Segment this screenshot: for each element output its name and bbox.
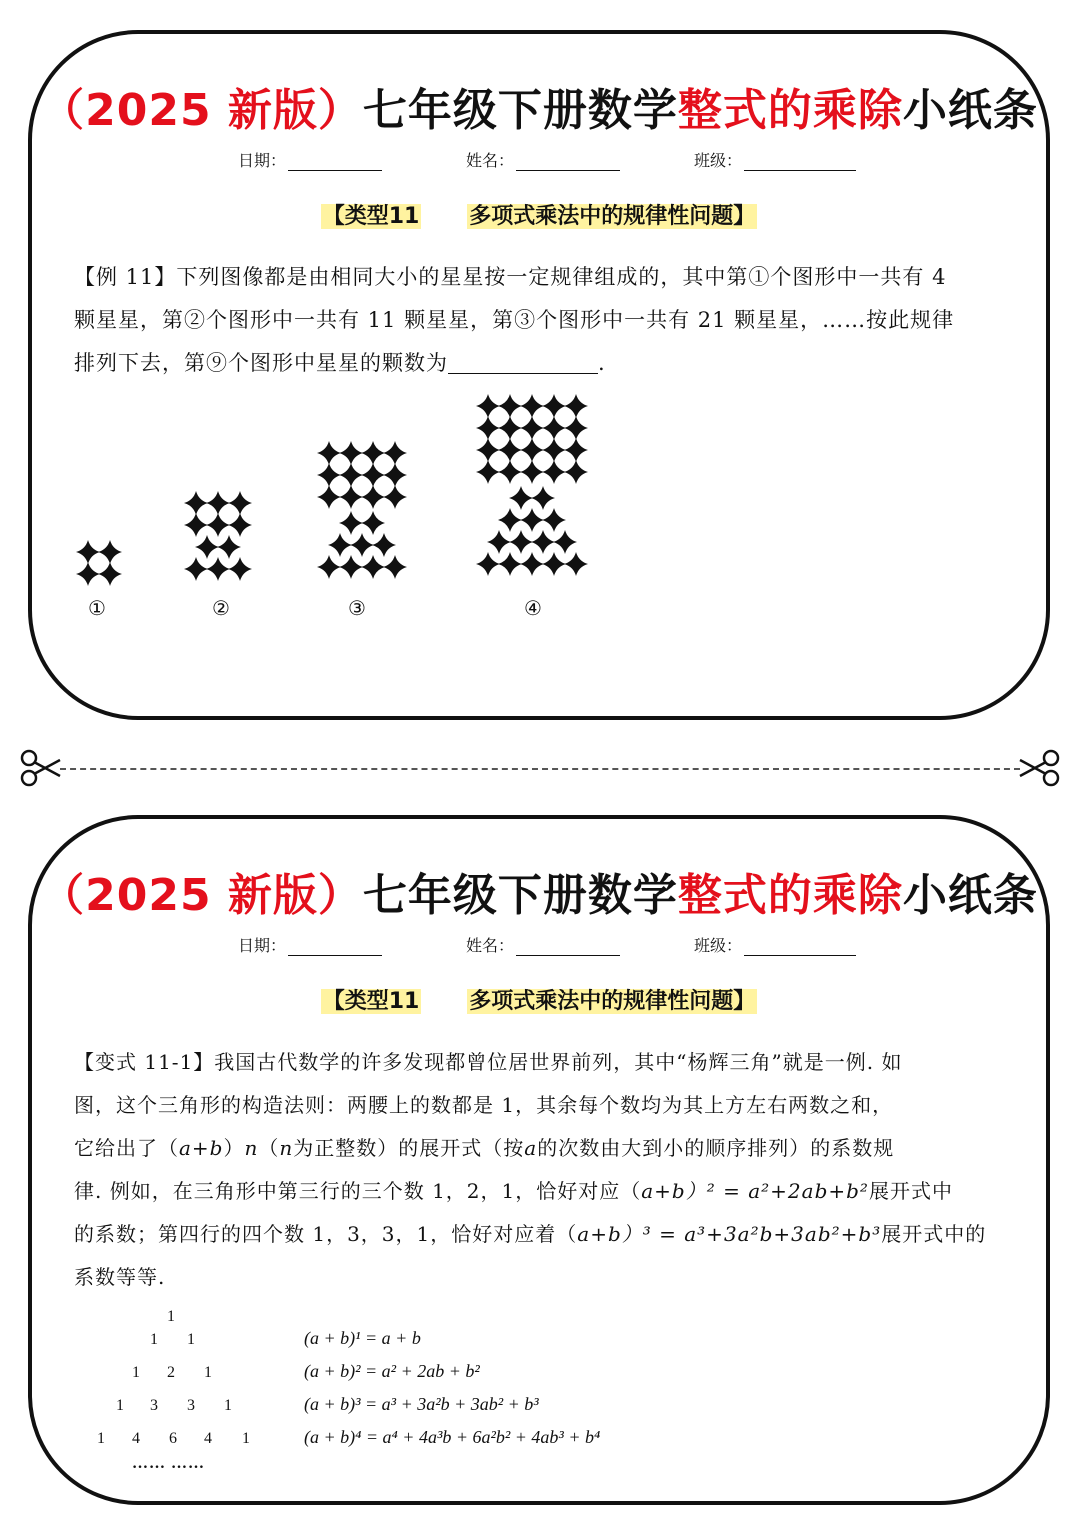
star-mark xyxy=(531,486,555,510)
star-mark xyxy=(361,511,385,535)
variant-line-4d: 展开式中 xyxy=(868,1179,953,1203)
star-figure-4 xyxy=(468,392,598,592)
variant-line-4a: 律. 例如，在三角形中第三行的三个数 1，2，1，恰好对应（ xyxy=(74,1179,642,1203)
title-suffix: 小纸条 xyxy=(902,870,1038,921)
star-mark xyxy=(317,463,341,487)
star-mark xyxy=(498,416,522,440)
star-mark xyxy=(317,555,341,579)
class-field[interactable] xyxy=(694,148,856,171)
star-mark xyxy=(476,394,500,418)
date-blank[interactable] xyxy=(288,937,382,956)
star-mark xyxy=(564,460,588,484)
example-problem xyxy=(74,256,1024,385)
class-blank[interactable] xyxy=(744,152,856,171)
star-mark xyxy=(350,533,374,557)
answer-blank[interactable] xyxy=(448,351,598,374)
card-title xyxy=(32,74,1046,138)
formula-row: (a + b)¹ = a + b xyxy=(304,1328,421,1348)
figure-label-2: ② xyxy=(212,596,230,620)
star-mark xyxy=(476,460,500,484)
variant-label: 【变式 11-1】 xyxy=(74,1050,215,1074)
variant-line-6: 系数等等. xyxy=(74,1265,166,1289)
star-mark xyxy=(564,416,588,440)
star-figure-1 xyxy=(70,534,130,594)
star-mark xyxy=(476,438,500,462)
star-mark xyxy=(542,460,566,484)
example-line-2: 颗星星，第②个图形中一共有 11 颗星星，第③个图形中一共有 21 颗星星，……按此规律 xyxy=(74,308,955,332)
variant-line-1: 我国古代数学的许多发现都曾位居世界前列，其中“杨辉三角”就是一例. 如 xyxy=(214,1050,903,1074)
star-figure-3 xyxy=(307,439,417,589)
worksheet-card-bottom xyxy=(28,815,1050,1505)
title-grade: 七年级下册数学 xyxy=(362,85,678,136)
variant-line-3b: a+b xyxy=(179,1136,224,1160)
star-mark xyxy=(487,530,511,554)
triangle-cell: 4 xyxy=(204,1430,212,1447)
triangle-cell: 1 xyxy=(224,1397,232,1414)
triangle-continuation: …… …… xyxy=(132,1455,205,1472)
variant-line-5b: a+b xyxy=(577,1222,622,1246)
example-label: 【例 11】 xyxy=(74,265,177,289)
variant-line-3g: 为正整数）的展开式（按 xyxy=(293,1136,525,1160)
figure-label-4: ④ xyxy=(524,596,542,620)
star-mark xyxy=(564,394,588,418)
star-mark xyxy=(184,557,208,581)
star-mark xyxy=(339,511,363,535)
type-heading xyxy=(32,984,1046,1015)
star-mark xyxy=(228,513,252,537)
star-mark xyxy=(520,552,544,576)
formula-row: (a + b)³ = a³ + 3a²b + 3ab² + b³ xyxy=(304,1394,539,1414)
example-line-1: 下列图像都是由相同大小的星星按一定规律组成的，其中第①个图形中一共有 4 xyxy=(176,265,947,289)
triangle-cell: 1 xyxy=(242,1430,250,1447)
star-mark xyxy=(383,463,407,487)
star-mark xyxy=(184,513,208,537)
star-mark xyxy=(317,485,341,509)
name-label: 姓名： xyxy=(466,151,515,170)
formula-row: (a + b)² = a² + 2ab + b² xyxy=(304,1361,480,1381)
variant-line-5d: 展开式中的 xyxy=(881,1222,987,1246)
star-mark xyxy=(553,530,577,554)
variant-line-5a: 的系数；第四行的四个数 1，3，3，1，恰好对应着（ xyxy=(74,1222,578,1246)
date-label: 日期： xyxy=(238,936,287,955)
star-mark xyxy=(317,441,341,465)
star-mark xyxy=(361,441,385,465)
example-end: . xyxy=(598,351,606,375)
variant-line-3f: n xyxy=(279,1136,294,1160)
cut-line xyxy=(60,768,1020,770)
star-mark xyxy=(328,533,352,557)
star-mark xyxy=(206,491,230,515)
example-line-3: 排列下去，第⑨个图形中星星的颗数为 xyxy=(74,351,448,375)
type-title: 多项式乘法中的规律性问题】 xyxy=(469,204,756,229)
figure-label-1: ① xyxy=(88,596,106,620)
name-field[interactable] xyxy=(466,933,620,956)
name-blank[interactable] xyxy=(516,152,620,171)
star-mark xyxy=(76,562,100,586)
worksheet-card-top xyxy=(28,30,1050,720)
date-field[interactable] xyxy=(238,933,382,956)
name-label: 姓名： xyxy=(466,936,515,955)
star-mark xyxy=(542,508,566,532)
variant-line-4b: a+b xyxy=(641,1179,686,1203)
type-heading xyxy=(32,199,1046,230)
star-mark xyxy=(339,485,363,509)
star-mark xyxy=(498,394,522,418)
triangle-cell: 6 xyxy=(169,1430,177,1447)
name-field[interactable] xyxy=(466,148,620,171)
star-mark xyxy=(383,555,407,579)
star-mark xyxy=(339,463,363,487)
star-mark xyxy=(383,441,407,465)
star-mark xyxy=(498,460,522,484)
star-mark xyxy=(476,552,500,576)
star-mark xyxy=(520,438,544,462)
star-mark xyxy=(195,535,219,559)
type-label: 【类型11 xyxy=(322,989,420,1014)
star-mark xyxy=(476,416,500,440)
class-blank[interactable] xyxy=(744,937,856,956)
star-mark xyxy=(361,463,385,487)
title-edition: （2025 新版） xyxy=(40,870,363,921)
triangle-cell: 1 xyxy=(132,1364,140,1381)
variant-line-3e: （ xyxy=(258,1136,280,1160)
class-label: 班级： xyxy=(694,151,743,170)
formula-row: (a + b)⁴ = a⁴ + 4a³b + 6a²b² + 4ab³ + b⁴ xyxy=(304,1427,601,1447)
triangle-cell: 4 xyxy=(132,1430,140,1447)
star-mark xyxy=(542,438,566,462)
star-mark xyxy=(542,552,566,576)
variant-problem xyxy=(74,1041,1024,1299)
triangle-cell: 1 xyxy=(150,1331,158,1348)
star-mark xyxy=(206,513,230,537)
star-mark xyxy=(228,491,252,515)
variant-line-3h: a xyxy=(524,1136,538,1160)
scissors-icon xyxy=(18,746,62,790)
star-mark xyxy=(184,491,208,515)
star-mark xyxy=(498,552,522,576)
star-mark xyxy=(217,535,241,559)
star-mark xyxy=(498,508,522,532)
triangle-cell: 1 xyxy=(116,1397,124,1414)
star-mark xyxy=(76,540,100,564)
card-title xyxy=(32,859,1046,923)
star-mark xyxy=(339,441,363,465)
variant-line-3c: ） xyxy=(223,1136,245,1160)
date-field[interactable] xyxy=(238,148,382,171)
date-blank[interactable] xyxy=(288,152,382,171)
variant-line-3d: n xyxy=(244,1136,259,1160)
star-figure-2 xyxy=(182,489,262,589)
variant-line-4c: ）² = a²+2ab+b² xyxy=(685,1179,869,1203)
title-topic: 整式的乘除 xyxy=(677,85,903,136)
star-mark xyxy=(542,394,566,418)
star-mark xyxy=(339,555,363,579)
class-field[interactable] xyxy=(694,933,856,956)
variant-line-3i: 的次数由大到小的顺序排列）的系数规 xyxy=(537,1136,895,1160)
date-label: 日期： xyxy=(238,151,287,170)
variant-line-5c: ）³ = a³+3a²b+3ab²+b³ xyxy=(621,1222,882,1246)
triangle-cell: 1 xyxy=(97,1430,105,1447)
star-mark xyxy=(542,416,566,440)
star-mark xyxy=(228,557,252,581)
star-mark xyxy=(531,530,555,554)
triangle-cell: 3 xyxy=(187,1397,195,1414)
star-mark xyxy=(361,555,385,579)
star-mark xyxy=(509,530,533,554)
triangle-cell: 1 xyxy=(167,1308,175,1325)
title-suffix: 小纸条 xyxy=(902,85,1038,136)
star-mark xyxy=(498,438,522,462)
star-mark xyxy=(206,557,230,581)
triangle-cell: 1 xyxy=(187,1331,195,1348)
type-title: 多项式乘法中的规律性问题】 xyxy=(469,989,756,1014)
variant-line-2: 图，这个三角形的构造法则：两腰上的数都是 1，其余每个数均为其上方左右两数之和， xyxy=(74,1093,894,1117)
star-mark xyxy=(520,460,544,484)
star-mark xyxy=(520,508,544,532)
class-label: 班级： xyxy=(694,936,743,955)
star-mark xyxy=(98,562,122,586)
star-mark xyxy=(372,533,396,557)
type-label: 【类型11 xyxy=(322,204,420,229)
triangle-cell: 1 xyxy=(204,1364,212,1381)
title-edition: （2025 新版） xyxy=(40,85,363,136)
title-grade: 七年级下册数学 xyxy=(362,870,678,921)
star-mark xyxy=(509,486,533,510)
name-blank[interactable] xyxy=(516,937,620,956)
star-mark xyxy=(98,540,122,564)
star-mark xyxy=(520,416,544,440)
triangle-cell: 2 xyxy=(167,1364,175,1381)
triangle-cell: 3 xyxy=(150,1397,158,1414)
star-mark xyxy=(361,485,385,509)
scissors-icon xyxy=(1018,746,1062,790)
variant-line-3a: 它给出了（ xyxy=(74,1136,179,1160)
star-mark xyxy=(564,552,588,576)
star-mark xyxy=(520,394,544,418)
title-topic: 整式的乘除 xyxy=(677,870,903,921)
star-mark xyxy=(564,438,588,462)
star-mark xyxy=(383,485,407,509)
figure-label-3: ③ xyxy=(348,596,366,620)
